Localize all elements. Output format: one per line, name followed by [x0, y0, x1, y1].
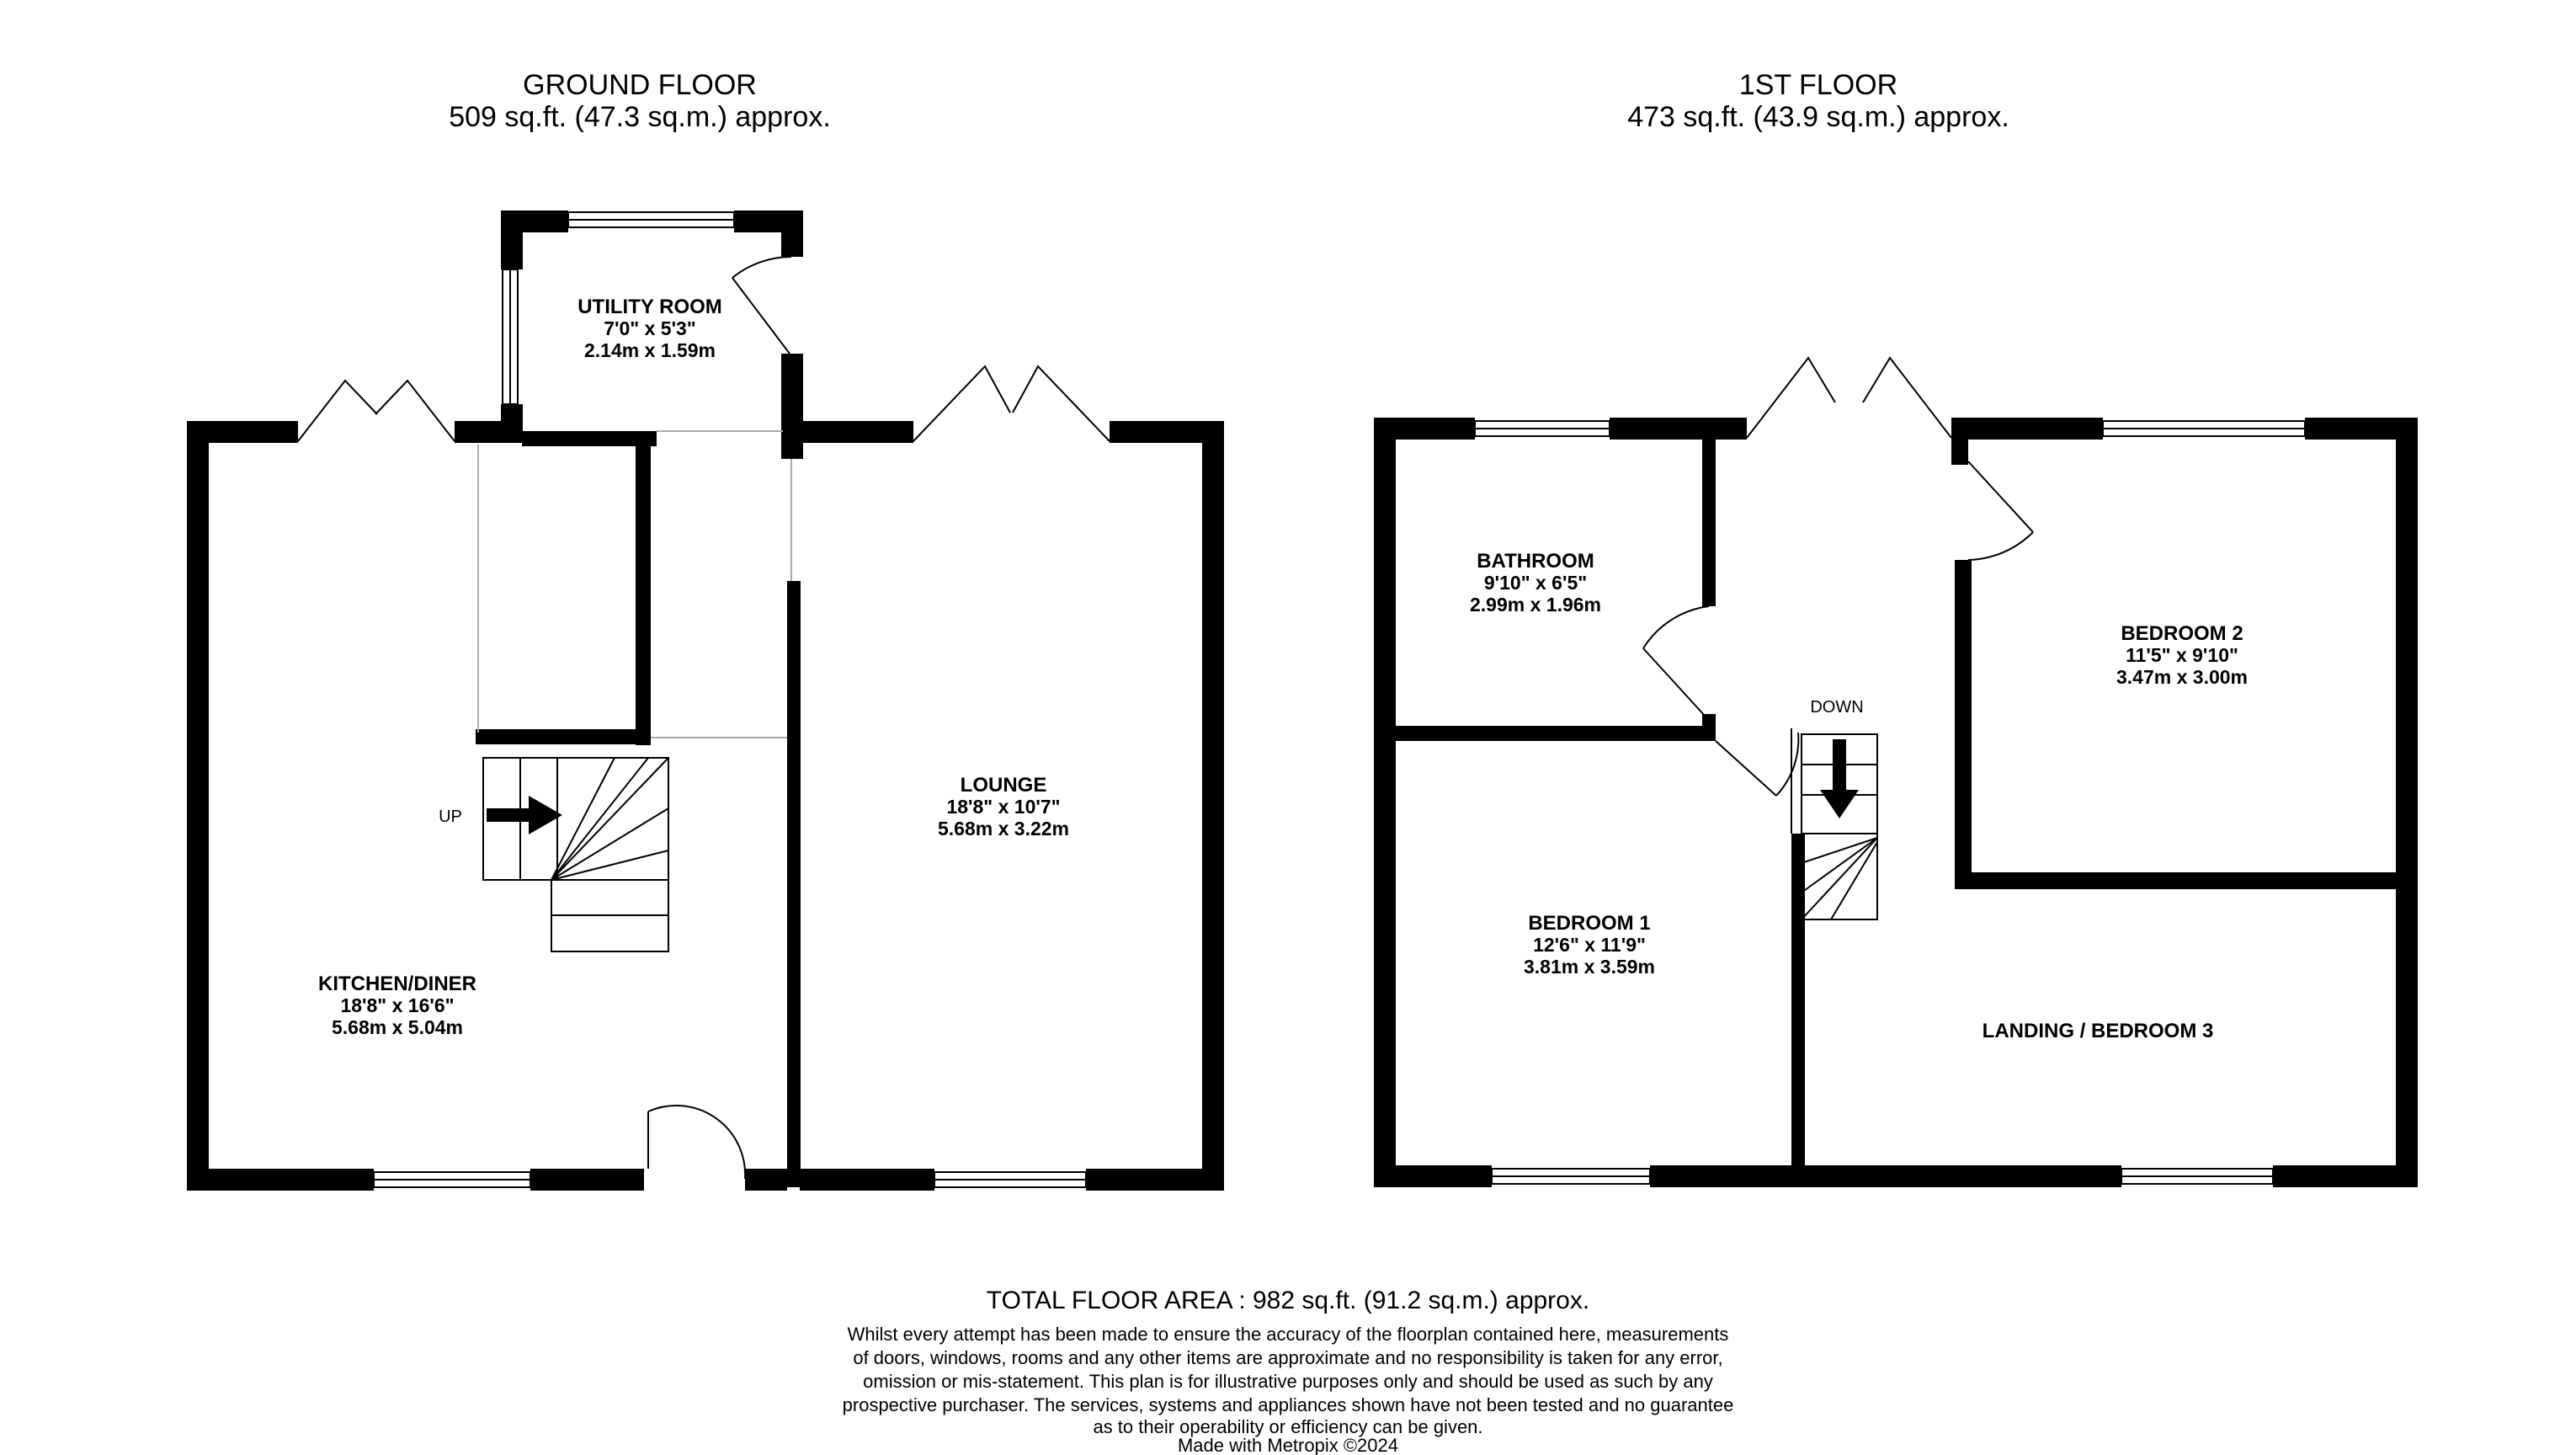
window — [374, 1172, 530, 1187]
door — [1643, 606, 1709, 716]
room-dims-metric: 5.68m x 5.04m — [331, 1016, 464, 1038]
window — [934, 1172, 1086, 1187]
disclaimer-line: of doors, windows, rooms and any other items are approximate and no responsibility is taken for any error, — [853, 1347, 1723, 1368]
room-name: LANDING / BEDROOM 3 — [1982, 1020, 2214, 1042]
french-doors — [1747, 358, 1951, 438]
stairs-up-label: UP — [439, 807, 462, 826]
window — [568, 212, 734, 227]
room-name: BEDROOM 2 — [2121, 622, 2243, 645]
room-name: KITCHEN/DINER — [317, 973, 477, 995]
window — [2103, 421, 2305, 436]
total-floor-area: TOTAL FLOOR AREA : 982 sq.ft. (91.2 sq.m.) approx. — [986, 1287, 1590, 1314]
french-doors — [298, 381, 455, 441]
first-floor-plan — [1374, 358, 2418, 1187]
room-dims-metric: 3.47m x 3.00m — [2116, 666, 2249, 688]
window — [2121, 1169, 2273, 1184]
first-floor-title: 1ST FLOOR — [1738, 69, 1898, 101]
stairs-down-label: DOWN — [1810, 698, 1864, 717]
arrow-right-icon — [487, 796, 562, 834]
disclaimer-line: Whilst every attempt has been made to ensure the accuracy of the floorplan contained here, measurements — [847, 1324, 1729, 1345]
french-doors — [913, 366, 1110, 441]
window — [1492, 1169, 1650, 1184]
room-dims-imperial: 18'8" x 16'6" — [340, 994, 455, 1016]
room-dims-metric: 5.68m x 3.22m — [937, 818, 1070, 839]
ground-floor-area: 509 sq.ft. (47.3 sq.m.) approx. — [449, 101, 831, 133]
door — [1968, 461, 2033, 560]
room-dims-imperial: 12'6" x 11'9" — [1533, 934, 1646, 956]
ground-floor-title: GROUND FLOOR — [523, 69, 757, 101]
room-dims-imperial: 9'10" x 6'5" — [1483, 572, 1588, 594]
credit-text: Made with Metropix ©2024 — [1177, 1435, 1399, 1455]
room-dims-imperial: 7'0" x 5'3" — [604, 317, 696, 339]
window — [1475, 421, 1610, 436]
room-dims-metric: 3.81m x 3.59m — [1523, 956, 1656, 978]
room-dims-metric: 2.99m x 1.96m — [1469, 594, 1602, 616]
disclaimer-line: omission or mis-statement. This plan is for illustrative purposes only and should be used as such by any — [863, 1371, 1713, 1392]
first-floor-area: 473 sq.ft. (43.9 sq.m.) approx. — [1627, 101, 2009, 133]
room-name: LOUNGE — [960, 774, 1047, 797]
room-dims-metric: 2.14m x 1.59m — [583, 339, 716, 361]
room-dims-imperial: 18'8" x 10'7" — [946, 796, 1061, 818]
door — [1716, 733, 1798, 796]
window — [503, 269, 518, 404]
ground-floor-plan — [187, 211, 1224, 1191]
disclaimer-line: prospective purchaser. The services, systems and appliances shown have not been tested and no guarantee — [842, 1394, 1734, 1415]
room-dims-imperial: 11'5" x 9'10" — [2126, 644, 2238, 666]
arrow-down-icon — [1820, 739, 1859, 818]
room-name: BATHROOM — [1477, 550, 1594, 573]
door — [732, 257, 791, 354]
disclaimer-line: as to their operability or efficiency can be given. — [1093, 1416, 1483, 1437]
room-name: BEDROOM 1 — [1528, 912, 1651, 935]
room-name: UTILITY ROOM — [577, 296, 722, 318]
staircase — [483, 758, 668, 951]
door — [648, 1106, 745, 1179]
